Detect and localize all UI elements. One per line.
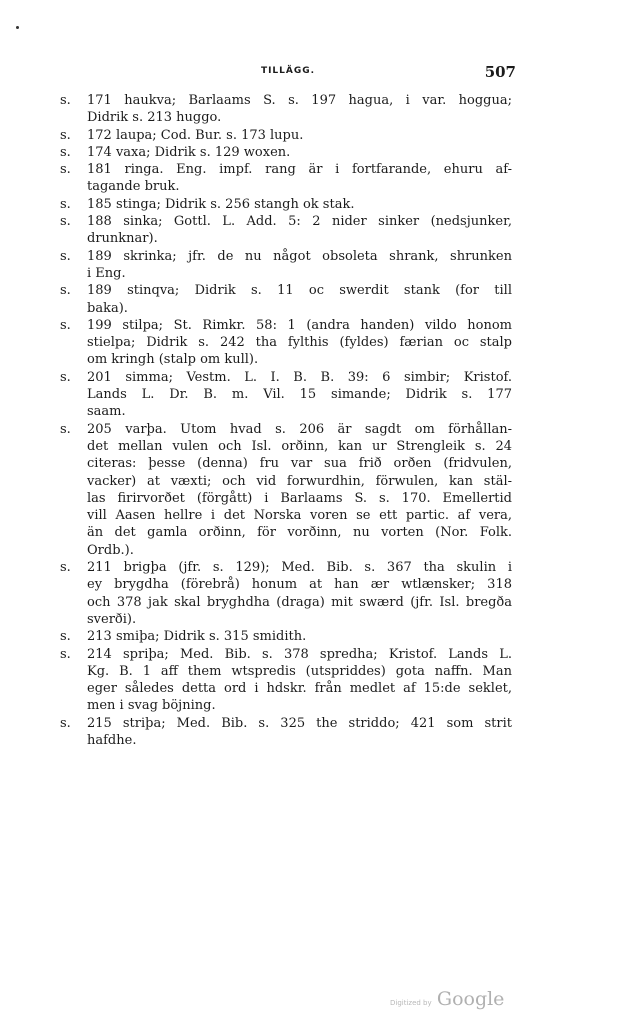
- text-line: stielpa; Didrik s. 242 tha fylthis (fyldes) færian oc stalp: [87, 335, 512, 351]
- entry-prefix: s.: [60, 127, 71, 143]
- text-line: än det gamla orðinn, för vorðinn, nu vorten (Nor. Folk.: [87, 525, 512, 541]
- entry: [60, 92, 512, 127]
- text-line: om kringh (stalp om kull).: [87, 352, 259, 368]
- text-line: sverði).: [87, 611, 137, 627]
- entry-text: [87, 144, 512, 161]
- text-line: 211 brigþa (jfr. s. 129); Med. Bib. s. 367 tha skulin i: [87, 560, 512, 576]
- entry-text: [87, 646, 512, 715]
- entry: [60, 646, 512, 715]
- entry-prefix: s.: [60, 317, 71, 333]
- entry-prefix: s.: [60, 715, 71, 731]
- text-line: saam.: [87, 404, 126, 420]
- page-body: [60, 92, 512, 749]
- entry-text: [87, 369, 512, 421]
- entry-text: [87, 715, 512, 750]
- text-line: baka).: [87, 300, 128, 316]
- entry-prefix: s.: [60, 283, 71, 299]
- entry-prefix: s.: [60, 421, 71, 437]
- entry-prefix: s.: [60, 214, 71, 230]
- text-line: 205 varþa. Utom hvad s. 206 är sagdt om förhållan-: [87, 421, 512, 437]
- text-line: 199 stilpa; St. Rimkr. 58: 1 (andra handen) vildo honom: [87, 317, 512, 333]
- entry-prefix: s.: [60, 196, 71, 212]
- text-line: det mellan vulen och Isl. orðinn, kan ur Strengleik s. 24: [87, 438, 512, 454]
- text-line: 171 haukva; Barlaams S. s. 197 hagua, i var. hoggua;: [87, 93, 512, 108]
- entry: [60, 196, 512, 213]
- entry: [60, 213, 512, 248]
- entry-prefix: s.: [60, 162, 71, 178]
- text-line: Ordb.).: [87, 542, 134, 558]
- page-header: [60, 63, 516, 81]
- entry: [60, 317, 512, 369]
- digitization-watermark: [390, 988, 504, 1010]
- entry: [60, 628, 512, 645]
- text-line: hafdhe.: [87, 732, 137, 748]
- entry-text: [87, 282, 512, 317]
- entry-text: [87, 628, 512, 645]
- entry-text: [87, 421, 512, 559]
- text-line: 214 spriþa; Med. Bib. s. 378 spredha; Kristof. Lands L.: [87, 646, 512, 662]
- text-line: vill Aasen hellre i det Norska voren se ett partic. af vera,: [87, 508, 512, 524]
- entry-prefix: s.: [60, 93, 71, 108]
- text-line: Didrik s. 213 huggo.: [87, 110, 222, 126]
- running-title: TILLÄGG.: [260, 66, 316, 76]
- entry-prefix: s.: [60, 646, 71, 662]
- text-line: 185 stinga; Didrik s. 256 stangh ok stak.: [87, 196, 355, 212]
- entry: [60, 248, 512, 283]
- entry: [60, 559, 512, 628]
- text-line: 189 skrinka; jfr. de nu något obsoleta shrank, shrunken: [87, 248, 512, 264]
- entry-text: [87, 127, 512, 144]
- entry-text: [87, 161, 512, 196]
- entry-text: [87, 317, 512, 369]
- entry-text: [87, 196, 512, 213]
- entry-prefix: s.: [60, 248, 71, 264]
- text-line: 213 smiþa; Didrik s. 315 smidith.: [87, 629, 307, 645]
- text-line: vacker) at væxti; och vid forwurdhin, förwulen, kan stäl-: [87, 473, 512, 489]
- text-line: 172 laupa; Cod. Bur. s. 173 lupu.: [87, 127, 304, 143]
- digitized-by-text: Digitized by: [390, 999, 432, 1007]
- text-line: drunknar).: [87, 231, 158, 247]
- page-number: 507: [484, 63, 516, 81]
- entry-text: [87, 248, 512, 283]
- entry: [60, 127, 512, 144]
- entry-text: [87, 92, 512, 127]
- text-line: tagande bruk.: [87, 179, 180, 195]
- entry-prefix: s.: [60, 560, 71, 576]
- stray-mark: [16, 26, 19, 29]
- entry: [60, 161, 512, 196]
- entry: [60, 421, 512, 559]
- text-line: las firirvorðet (förgått) i Barlaams S. s. 170. Emellertid: [87, 490, 512, 506]
- text-line: Kg. B. 1 aff them wtspredis (utspriddes) gota naffn. Man: [87, 663, 512, 679]
- text-line: 188 sinka; Gottl. L. Add. 5: 2 nider sinker (nedsjunker,: [87, 214, 512, 230]
- text-line: 215 striþa; Med. Bib. s. 325 the striddo; 421 som strit: [87, 715, 512, 731]
- entry: [60, 715, 512, 750]
- entry-text: [87, 559, 512, 628]
- text-line: och 378 jak skal bryghdha (draga) mit swærd (jfr. Isl. bregða: [87, 594, 512, 610]
- text-line: men i svag böjning.: [87, 698, 216, 714]
- entry: [60, 369, 512, 421]
- text-line: eger således detta ord i hdskr. från medlet af 15:de seklet,: [87, 681, 512, 697]
- text-line: 189 stinqva; Didrik s. 11 oc swerdit stank (for till: [87, 283, 512, 299]
- entry-text: [87, 213, 512, 248]
- text-line: ey brygdha (förebrå) honum at han ær wtlænsker; 318: [87, 577, 512, 593]
- text-line: citeras: þesse (denna) fru var sua frið orðen (fridvulen,: [87, 456, 512, 472]
- text-line: 201 simma; Vestm. L. I. B. B. 39: 6 simbir; Kristof.: [87, 369, 512, 385]
- text-line: i Eng.: [87, 265, 126, 281]
- entry-prefix: s.: [60, 629, 71, 645]
- entry-prefix: s.: [60, 144, 71, 160]
- text-line: 181 ringa. Eng. impf. rang är i fortfarande, ehuru af-: [87, 162, 512, 178]
- entry: [60, 144, 512, 161]
- text-line: 174 vaxa; Didrik s. 129 woxen.: [87, 144, 291, 160]
- text-line: Lands L. Dr. B. m. Vil. 15 simande; Didrik s. 177: [87, 387, 512, 403]
- entry: [60, 282, 512, 317]
- google-logo: Google: [436, 988, 505, 1010]
- entry-prefix: s.: [60, 369, 71, 385]
